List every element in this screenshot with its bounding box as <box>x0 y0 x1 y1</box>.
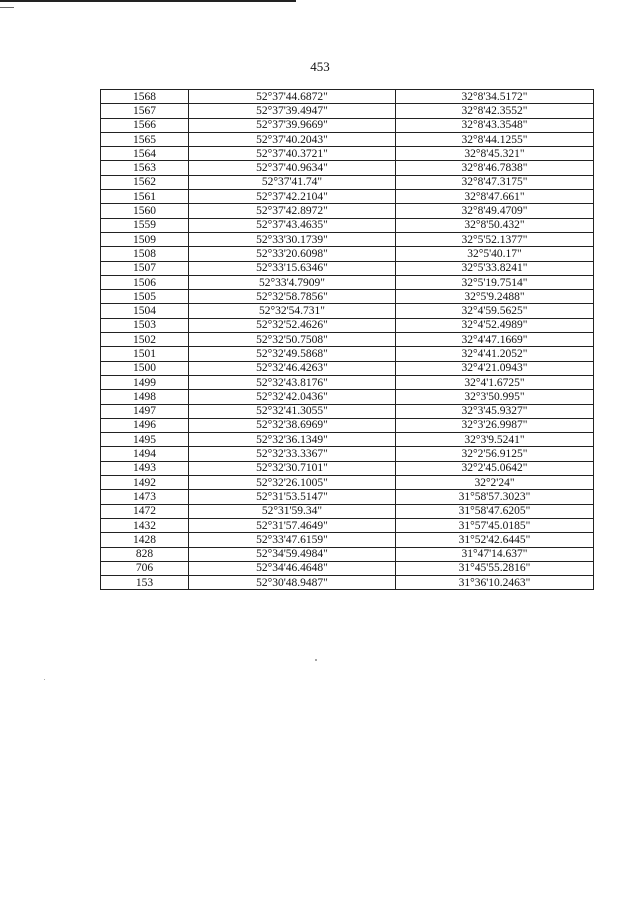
table-row <box>101 318 594 332</box>
table-row <box>101 161 594 175</box>
point-id-cell: 1566 <box>101 118 189 132</box>
latitude-cell: 52°33'15.6346" <box>189 261 396 275</box>
table-row <box>101 547 594 561</box>
longitude-cell: 32°8'49.4709" <box>396 204 594 218</box>
latitude-cell: 52°37'43.4635" <box>189 218 396 232</box>
point-id-cell: 1472 <box>101 504 189 518</box>
table-row <box>101 490 594 504</box>
longitude-cell: 32°2'24" <box>396 476 594 490</box>
latitude-cell: 52°31'57.4649" <box>189 518 396 532</box>
latitude-cell: 52°32'43.8176" <box>189 375 396 389</box>
table-row <box>101 304 594 318</box>
point-id-cell: 1501 <box>101 347 189 361</box>
table-row <box>101 218 594 232</box>
table-row <box>101 375 594 389</box>
latitude-cell: 52°37'40.2043" <box>189 132 396 146</box>
point-id-cell: 1428 <box>101 533 189 547</box>
scan-speck <box>44 679 45 680</box>
point-id-cell: 153 <box>101 576 189 590</box>
table-row <box>101 247 594 261</box>
point-id-cell: 1567 <box>101 104 189 118</box>
point-id-cell: 1568 <box>101 90 189 104</box>
latitude-cell: 52°32'50.7508" <box>189 333 396 347</box>
page-number: 453 <box>310 59 330 74</box>
latitude-cell: 52°37'39.4947" <box>189 104 396 118</box>
table-row <box>101 132 594 146</box>
table-row <box>101 447 594 461</box>
longitude-cell: 32°4'41.2052" <box>396 347 594 361</box>
point-id-cell: 1432 <box>101 518 189 532</box>
longitude-cell: 32°8'42.3552" <box>396 104 594 118</box>
longitude-cell: 32°3'9.5241" <box>396 433 594 447</box>
point-id-cell: 1494 <box>101 447 189 461</box>
latitude-cell: 52°32'36.1349" <box>189 433 396 447</box>
point-id-cell: 706 <box>101 561 189 575</box>
latitude-cell: 52°37'40.3721" <box>189 147 396 161</box>
point-id-cell: 1504 <box>101 304 189 318</box>
longitude-cell: 32°4'47.1669" <box>396 333 594 347</box>
table-row <box>101 347 594 361</box>
table-row <box>101 118 594 132</box>
longitude-cell: 32°4'59.5625" <box>396 304 594 318</box>
latitude-cell: 52°37'39.9669" <box>189 118 396 132</box>
table-row <box>101 404 594 418</box>
point-id-cell: 828 <box>101 547 189 561</box>
point-id-cell: 1492 <box>101 476 189 490</box>
longitude-cell: 31°57'45.0185" <box>396 518 594 532</box>
table-row <box>101 418 594 432</box>
point-id-cell: 1497 <box>101 404 189 418</box>
latitude-cell: 52°37'40.9634" <box>189 161 396 175</box>
point-id-cell: 1561 <box>101 190 189 204</box>
table-row <box>101 476 594 490</box>
latitude-cell: 52°31'53.5147" <box>189 490 396 504</box>
longitude-cell: 32°8'44.1255" <box>396 132 594 146</box>
point-id-cell: 1496 <box>101 418 189 432</box>
longitude-cell: 32°8'43.3548" <box>396 118 594 132</box>
point-id-cell: 1499 <box>101 375 189 389</box>
table-row <box>101 290 594 304</box>
table-row <box>101 361 594 375</box>
longitude-cell: 32°2'45.0642" <box>396 461 594 475</box>
longitude-cell: 32°8'47.661" <box>396 190 594 204</box>
table-row <box>101 104 594 118</box>
point-id-cell: 1560 <box>101 204 189 218</box>
table-row <box>101 232 594 246</box>
longitude-cell: 32°8'45.321" <box>396 147 594 161</box>
latitude-cell: 52°32'33.3367" <box>189 447 396 461</box>
latitude-cell: 52°33'47.6159" <box>189 533 396 547</box>
table-row <box>101 561 594 575</box>
latitude-cell: 52°37'41.74" <box>189 175 396 189</box>
longitude-cell: 31°58'57.3023" <box>396 490 594 504</box>
table-row <box>101 175 594 189</box>
longitude-cell: 32°3'26.9987" <box>396 418 594 432</box>
table-row <box>101 204 594 218</box>
point-id-cell: 1507 <box>101 261 189 275</box>
scan-speck <box>315 659 317 661</box>
point-id-cell: 1473 <box>101 490 189 504</box>
longitude-cell: 32°2'56.9125" <box>396 447 594 461</box>
point-id-cell: 1498 <box>101 390 189 404</box>
longitude-cell: 31°45'55.2816" <box>396 561 594 575</box>
latitude-cell: 52°37'42.2104" <box>189 190 396 204</box>
coordinates-table-body <box>101 90 594 590</box>
longitude-cell: 31°52'42.6445" <box>396 533 594 547</box>
latitude-cell: 52°31'59.34" <box>189 504 396 518</box>
longitude-cell: 32°4'21.0943" <box>396 361 594 375</box>
point-id-cell: 1564 <box>101 147 189 161</box>
top-rule-dash <box>0 7 14 8</box>
table-row <box>101 518 594 532</box>
latitude-cell: 52°33'30.1739" <box>189 232 396 246</box>
point-id-cell: 1506 <box>101 275 189 289</box>
longitude-cell: 32°5'9.2488" <box>396 290 594 304</box>
table-row <box>101 576 594 590</box>
point-id-cell: 1562 <box>101 175 189 189</box>
table-row <box>101 190 594 204</box>
latitude-cell: 52°34'46.4648" <box>189 561 396 575</box>
latitude-cell: 52°32'54.731" <box>189 304 396 318</box>
point-id-cell: 1495 <box>101 433 189 447</box>
longitude-cell: 32°3'45.9327" <box>396 404 594 418</box>
table-row <box>101 390 594 404</box>
longitude-cell: 32°8'47.3175" <box>396 175 594 189</box>
latitude-cell: 52°32'46.4263" <box>189 361 396 375</box>
point-id-cell: 1505 <box>101 290 189 304</box>
longitude-cell: 31°47'14.637" <box>396 547 594 561</box>
point-id-cell: 1500 <box>101 361 189 375</box>
longitude-cell: 32°5'33.8241" <box>396 261 594 275</box>
point-id-cell: 1563 <box>101 161 189 175</box>
coordinates-table <box>100 89 594 590</box>
table-row <box>101 147 594 161</box>
table-row <box>101 333 594 347</box>
table-row <box>101 461 594 475</box>
table-row <box>101 90 594 104</box>
latitude-cell: 52°37'44.6872" <box>189 90 396 104</box>
longitude-cell: 32°3'50.995" <box>396 390 594 404</box>
point-id-cell: 1509 <box>101 232 189 246</box>
point-id-cell: 1493 <box>101 461 189 475</box>
latitude-cell: 52°33'4.7909" <box>189 275 396 289</box>
point-id-cell: 1565 <box>101 132 189 146</box>
latitude-cell: 52°32'38.6969" <box>189 418 396 432</box>
point-id-cell: 1502 <box>101 333 189 347</box>
latitude-cell: 52°32'58.7856" <box>189 290 396 304</box>
latitude-cell: 52°30'48.9487" <box>189 576 396 590</box>
longitude-cell: 31°58'47.6205" <box>396 504 594 518</box>
top-rule <box>0 0 296 2</box>
table-row <box>101 261 594 275</box>
latitude-cell: 52°32'26.1005" <box>189 476 396 490</box>
latitude-cell: 52°32'30.7101" <box>189 461 396 475</box>
latitude-cell: 52°32'49.5868" <box>189 347 396 361</box>
table-row <box>101 533 594 547</box>
longitude-cell: 32°8'34.5172" <box>396 90 594 104</box>
latitude-cell: 52°32'41.3055" <box>189 404 396 418</box>
longitude-cell: 31°36'10.2463" <box>396 576 594 590</box>
longitude-cell: 32°4'52.4989" <box>396 318 594 332</box>
longitude-cell: 32°8'46.7838" <box>396 161 594 175</box>
table-row <box>101 504 594 518</box>
longitude-cell: 32°5'19.7514" <box>396 275 594 289</box>
latitude-cell: 52°32'52.4626" <box>189 318 396 332</box>
latitude-cell: 52°32'42.0436" <box>189 390 396 404</box>
longitude-cell: 32°4'1.6725" <box>396 375 594 389</box>
table-row <box>101 275 594 289</box>
longitude-cell: 32°5'40.17" <box>396 247 594 261</box>
latitude-cell: 52°34'59.4984" <box>189 547 396 561</box>
point-id-cell: 1503 <box>101 318 189 332</box>
longitude-cell: 32°5'52.1377" <box>396 232 594 246</box>
longitude-cell: 32°8'50.432" <box>396 218 594 232</box>
table-row <box>101 433 594 447</box>
latitude-cell: 52°33'20.6098" <box>189 247 396 261</box>
point-id-cell: 1559 <box>101 218 189 232</box>
point-id-cell: 1508 <box>101 247 189 261</box>
latitude-cell: 52°37'42.8972" <box>189 204 396 218</box>
